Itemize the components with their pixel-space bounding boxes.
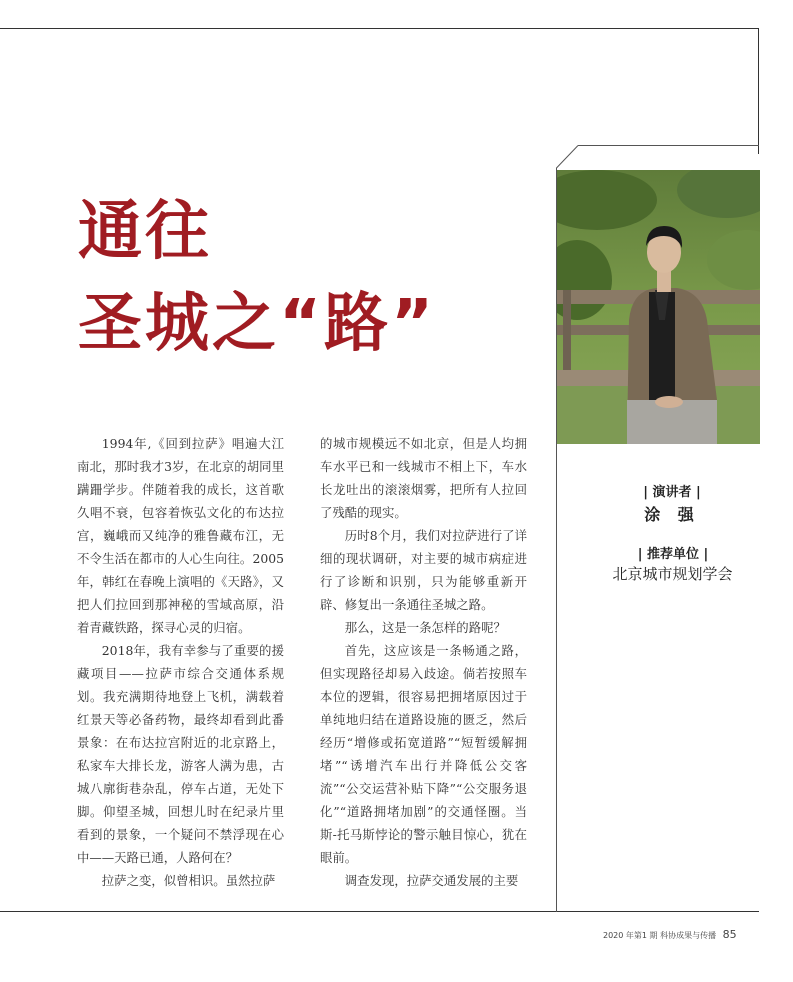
title-line-2: 圣城之“路” xyxy=(78,287,437,361)
speaker-name: 涂 强 xyxy=(644,505,700,524)
paragraph: 历时8个月，我们对拉萨进行了详细的现状调研，对主要的城市病症进行了诊断和识别，只为能够重新开辟、修复出一条通往圣城之路。 xyxy=(320,528,527,612)
page-number: 85 xyxy=(722,928,737,941)
speaker-photo xyxy=(557,170,760,444)
issue-info: 2020 年第1 期 科协成果与传播 xyxy=(603,931,717,940)
paragraph: 拉萨之变，似曾相识。虽然拉萨 xyxy=(101,873,276,888)
page-footer xyxy=(603,928,737,941)
paragraph: 1994年,《回到拉萨》唱遍大江南北，那时我才3岁，在北京的胡同里蹒跚学步。伴随着我的成长，这首歌久唱不衰，包容着恢弘文化的布达拉宫，巍峨而又纯净的雅鲁藏布江，无不令生活在都市的人心生向往。2005年，韩红在春晚上演唱的《天路》，又把人们拉回到那神秘的雪域高原，沿着青藏铁路，探寻心灵的归宿。 xyxy=(77,436,284,635)
title-line-1: 通往 xyxy=(78,195,212,269)
paragraph: 那么，这是一条怎样的路呢？ xyxy=(344,620,506,635)
article-title xyxy=(78,186,436,370)
paragraph: 2018年，我有幸参与了重要的援藏项目——拉萨市综合交通体系规划。我充满期待地登上飞机，满载着红景天等必备药物，最终却看到此番景象：在布达拉宫附近的北京路上，私家车大排长龙，游客人满为患，古城八廓街巷杂乱，停车占道，无处下脚。仰望圣城，回想儿时在纪录片里看到的景象，一个疑问不禁浮现在心中——天路已通，人路何在？ xyxy=(77,643,284,865)
body-column-2 xyxy=(320,432,527,892)
speaker-label: | 演讲者 | xyxy=(643,485,701,500)
frame-right-rule xyxy=(758,28,759,154)
paragraph: 的城市规模远不如北京，但是人均拥车水平已和一线城市不相上下，车水长龙吐出的滚滚烟雾，把所有人拉回了残酷的现实。 xyxy=(320,436,527,520)
frame-bottom-rule xyxy=(0,911,759,912)
paragraph: 首先，这应该是一条畅通之路，但实现路径却易入歧途。倘若按照车本位的逻辑，很容易把拥堵原因过于单纯地归结在道路设施的匮乏，然后经历“增修或拓宽道路”“短暂缓解拥堵”“诱增汽车出行并降低公交客流”“公交运营补贴下降”“公交服务退化”“道路拥堵加剧”的交通怪圈。当斯-托马斯悖论的警示触目惊心，犹在眼前。 xyxy=(320,643,527,865)
frame-top-rule xyxy=(0,28,759,29)
organization-name: 北京城市规划学会 xyxy=(612,565,733,583)
organization-label: | 推荐单位 | xyxy=(637,547,709,562)
paragraph: 调查发现，拉萨交通发展的主要 xyxy=(344,873,519,888)
sidebar-corner-rule xyxy=(556,145,759,169)
body-column-1 xyxy=(77,432,284,892)
